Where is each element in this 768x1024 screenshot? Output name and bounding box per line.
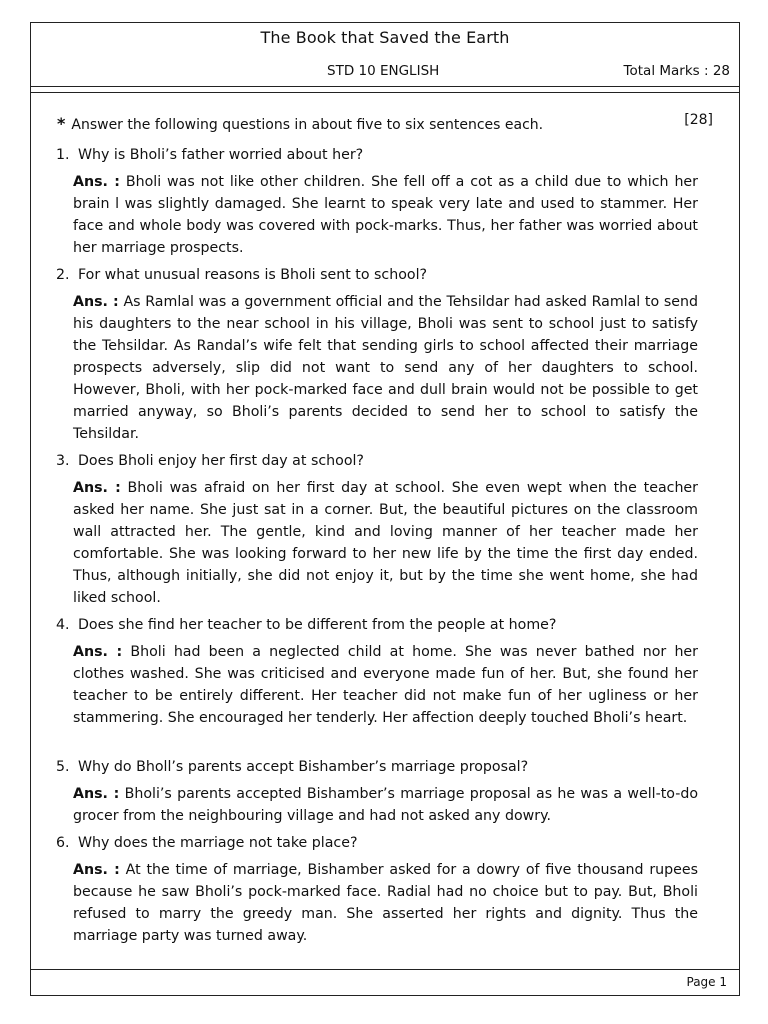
question-text: Why is Bholi’s father worried about her?	[78, 147, 364, 163]
question-block-1	[56, 145, 698, 259]
answer	[73, 641, 698, 729]
star-bullet: *	[57, 114, 66, 133]
answer-label: Ans. :	[73, 294, 119, 310]
question-block-2	[56, 265, 698, 445]
header-subrow	[31, 63, 739, 85]
question	[56, 833, 698, 853]
answer-label: Ans. :	[73, 786, 120, 802]
instruction-text: Answer the following questions in about five to six sentences each.	[71, 117, 544, 133]
answer	[73, 171, 698, 259]
question	[56, 451, 698, 471]
answer-label: Ans. :	[73, 480, 121, 496]
question	[56, 757, 698, 777]
question-number: 5.	[56, 759, 70, 775]
question-block-6	[56, 833, 698, 947]
page-number: Page 1	[686, 975, 727, 989]
answer-text: Bholi’s parents accepted Bishamber’s marriage proposal as he was a well-to-do grocer from the neighbouring village and had not asked any dowry.	[73, 786, 699, 824]
answer-label: Ans. :	[73, 644, 123, 660]
header-divider-top	[31, 86, 739, 87]
answer-text: At the time of marriage, Bishamber asked for a dowry of five thousand rupees because he saw Bholi’s pock-marked face. Radial had no choice but to pay. But, Bholi refused to marry the greedy man. She asserted her rights and dignity. Thus the marriage party was turned away.	[73, 862, 699, 944]
section-marks: [28]	[684, 112, 713, 128]
answer	[73, 859, 698, 947]
question-number: 3.	[56, 453, 70, 469]
answer-label: Ans. :	[73, 174, 120, 190]
page-frame	[30, 22, 740, 996]
question-text: Why does the marriage not take place?	[78, 835, 358, 851]
question-block-5	[56, 757, 698, 827]
question-number: 4.	[56, 617, 70, 633]
question-block-3	[56, 451, 698, 609]
instruction	[57, 114, 543, 133]
question-number: 1.	[56, 147, 70, 163]
answer-text: As Ramlal was a government official and the Tehsildar had asked Ramlal to send his daughters to the near school in his village, Bholi was sent to school just to satisfy the Tehsildar. As Randal’s wife felt that sending girls to school affected their marriage prospects adversely, slip did not want to send any of her daughters to school. However, Bholi, with her pock-marked face and dull brain would not be possible to get married anyway, so Bholi’s parents decided to send her to school to satisfy the Tehsildar.	[73, 294, 698, 442]
answer	[73, 477, 698, 609]
question-text: Why do Bholl’s parents accept Bishamber’s marriage proposal?	[78, 759, 529, 775]
footer-divider	[31, 969, 739, 970]
answer-text: Bholi had been a neglected child at home. She was never bathed nor her clothes washed. She was criticised and everyone made fun of her. But, she found her teacher to be entirely different. Her teacher did not make fun of her ugliness or her stammering. She encouraged her tenderly. Her affection deeply touched Bholi’s heart.	[73, 644, 698, 726]
answer	[73, 291, 698, 445]
header-divider-bottom	[31, 92, 739, 93]
question-text: Does she find her teacher to be different from the people at home?	[78, 617, 557, 633]
answer-label: Ans. :	[73, 862, 120, 878]
standard-label: STD 10 ENGLISH	[327, 63, 440, 79]
document-title: The Book that Saved the Earth	[260, 28, 510, 47]
question	[56, 615, 698, 635]
question	[56, 145, 698, 165]
question-number: 6.	[56, 835, 70, 851]
answer-text: Bholi was not like other children. She fell off a cot as a child due to which her brain l was slightly damaged. She learnt to speak very late and used to stammer. Her face and whole body was covered with pock-marks. Thus, her father was worried about her marriage prospects.	[73, 174, 698, 256]
answer	[73, 783, 698, 827]
question-block-4	[56, 615, 698, 729]
question	[56, 265, 698, 285]
question-text: Does Bholi enjoy her first day at school?	[78, 453, 364, 469]
total-marks: Total Marks : 28	[623, 63, 730, 79]
answer-text: Bholi was afraid on her first day at school. She even wept when the teacher asked her name. She just sat in a corner. But, the beautiful pictures on the classroom wall attracted her. The gentle, kind and loving manner of her teacher made her comfortable. She was looking forward to her new life by the time the first day ended. Thus, although initially, she did not enjoy it, but by the time she went home, she had liked school.	[73, 480, 698, 606]
question-text: For what unusual reasons is Bholi sent to school?	[78, 267, 428, 283]
question-number: 2.	[56, 267, 70, 283]
